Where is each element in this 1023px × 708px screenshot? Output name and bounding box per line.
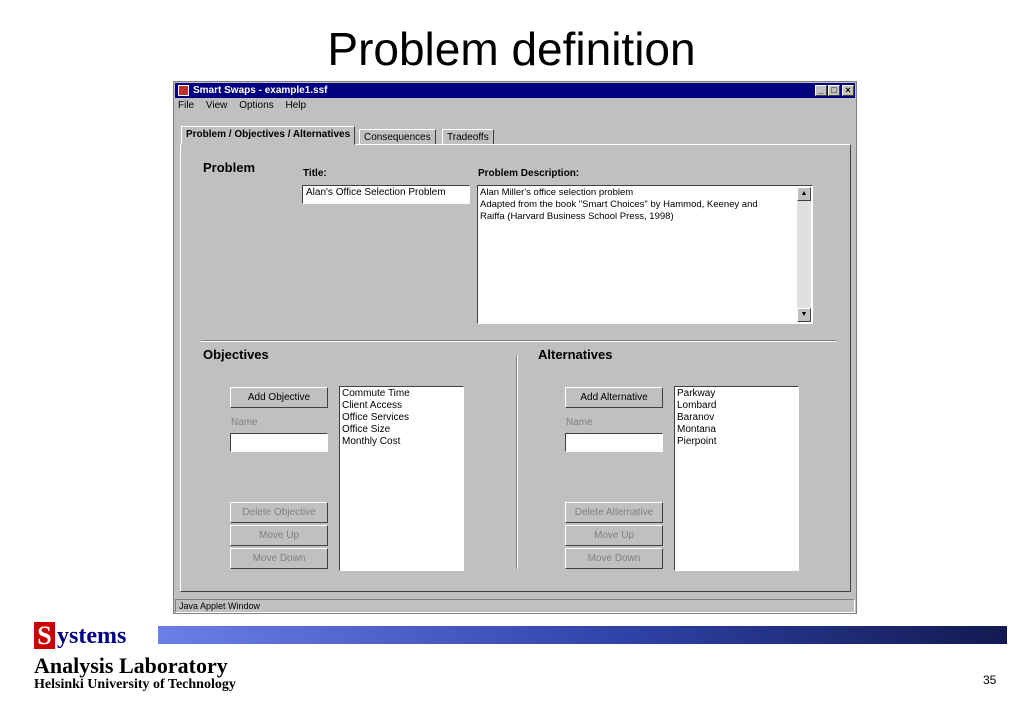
menu-options[interactable]: Options: [239, 100, 274, 111]
objective-name-input[interactable]: [230, 433, 328, 452]
problem-description-textarea[interactable]: [477, 185, 813, 324]
list-item[interactable]: Client Access: [342, 400, 403, 411]
menu-help[interactable]: Help: [285, 100, 307, 111]
objective-move-up-button[interactable]: Move Up: [230, 525, 328, 546]
delete-alternative-button[interactable]: Delete Alternative: [565, 502, 663, 523]
app-icon: [178, 85, 189, 96]
minimize-button[interactable]: _: [815, 85, 827, 96]
problem-section-label: Problem: [203, 160, 256, 175]
footer-university: Helsinki University of Technology: [34, 677, 236, 692]
list-item[interactable]: Office Size: [342, 424, 391, 435]
list-item[interactable]: Parkway: [677, 388, 716, 399]
title-label: Title:: [303, 168, 327, 179]
alternatives-section-label: Alternatives: [538, 347, 613, 362]
alternative-name-label: Name: [566, 417, 593, 428]
list-item[interactable]: Pierpoint: [677, 436, 717, 447]
scroll-down-arrow-icon[interactable]: ▼: [797, 308, 811, 322]
close-button[interactable]: ×: [842, 85, 854, 96]
window-title: Smart Swaps - example1.ssf: [193, 85, 328, 96]
list-item[interactable]: Baranov: [677, 412, 715, 423]
description-line: Raiffa (Harvard Business School Press, 1998): [480, 211, 674, 222]
footer-lab-name: Analysis Laboratory: [34, 653, 228, 678]
vertical-divider: [516, 355, 518, 569]
list-item[interactable]: Lombard: [677, 400, 717, 411]
scroll-up-arrow-icon[interactable]: ▲: [797, 187, 811, 201]
status-bar: Java Applet Window: [175, 599, 855, 613]
description-line: Alan Miller's office selection problem: [480, 187, 634, 198]
add-objective-button[interactable]: Add Objective: [230, 387, 328, 408]
alternative-move-up-button[interactable]: Move Up: [565, 525, 663, 546]
list-item[interactable]: Monthly Cost: [342, 436, 401, 447]
delete-objective-button[interactable]: Delete Objective: [230, 502, 328, 523]
menu-bar: [178, 100, 315, 114]
tab-problem-objectives-alternatives[interactable]: Problem / Objectives / Alternatives: [181, 126, 355, 145]
title-input[interactable]: Alan's Office Selection Problem: [302, 185, 470, 204]
window-titlebar[interactable]: [175, 83, 855, 98]
description-line: Adapted from the book "Smart Choices" by Hammod, Keeney and: [480, 199, 758, 210]
logo-ystems: ystems: [57, 623, 127, 649]
objectives-list[interactable]: [339, 386, 464, 571]
menu-view[interactable]: View: [205, 100, 228, 111]
list-item[interactable]: Office Services: [342, 412, 410, 423]
maximize-button[interactable]: □: [828, 85, 840, 96]
alternative-name-input[interactable]: [565, 433, 663, 452]
alternatives-list[interactable]: [674, 386, 799, 571]
horizontal-divider: [201, 340, 837, 342]
list-item[interactable]: Montana: [677, 424, 716, 435]
objective-move-down-button[interactable]: Move Down: [230, 548, 328, 569]
objectives-section-label: Objectives: [203, 347, 269, 362]
page-number: 35: [983, 673, 997, 687]
menu-file[interactable]: File: [178, 100, 195, 111]
logo-s: S: [34, 622, 55, 649]
tab-consequences[interactable]: Consequences: [359, 129, 436, 145]
tab-tradeoffs[interactable]: Tradeoffs: [442, 129, 494, 145]
problem-description-label: Problem Description:: [478, 168, 580, 179]
objective-name-label: Name: [231, 417, 258, 428]
footer-gradient-bar: [158, 626, 1007, 644]
description-scrollbar[interactable]: [797, 187, 811, 322]
add-alternative-button[interactable]: Add Alternative: [565, 387, 663, 408]
alternative-move-down-button[interactable]: Move Down: [565, 548, 663, 569]
app-window: [173, 81, 857, 614]
slide-title: Problem definition: [327, 23, 696, 75]
tab-panel: [180, 144, 851, 592]
list-item[interactable]: Commute Time: [342, 388, 410, 399]
